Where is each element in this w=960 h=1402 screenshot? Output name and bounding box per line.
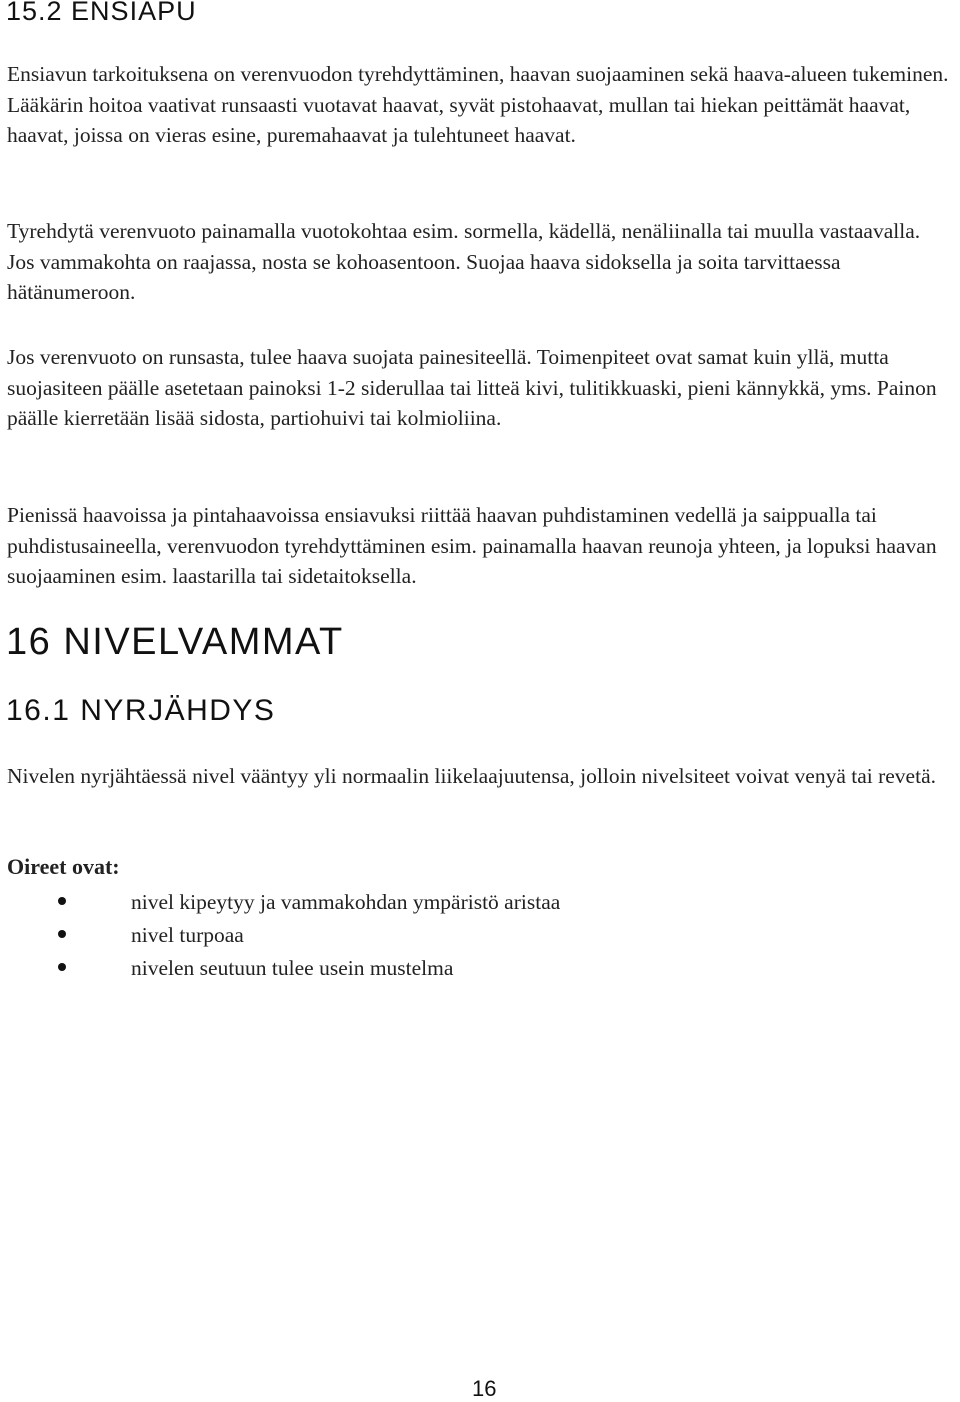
paragraph-small-wounds: Pienissä haavoissa ja pintahaavoissa ensiavuksi riittää haavan puhdistaminen vedellä ja saippualla tai puhdistusaineella, verenvuodon tyrehdyttäminen esim. painamalla haavan reunoja yhteen, ja lopuksi haavan suojaaminen esim. laastarilla tai sidetaitoksella. [7,503,937,588]
paragraph-first-aid-purpose: Ensiavun tarkoituksena on verenvuodon tyrehdyttäminen, haavan suojaaminen sekä haava-alueen tukeminen. Lääkärin hoitoa vaativat runsaasti vuotavat haavat, syvät pistohaavat, mullan tai hiekan peittämät haavat, haavat, joissa on vieras esine, puremahaavat ja tulehtuneet haavat. [7,62,949,147]
paragraph-sprain-definition: Nivelen nyrjähtäessä nivel vääntyy yli normaalin liikelaajuutensa, jolloin nivelsiteet voivat venyä tai revetä. [7,764,936,788]
page-number: 16 [472,1376,497,1401]
section-heading-16-1: 16.1 NYRJÄHDYS [6,694,276,727]
bullet-icon [58,897,66,905]
list-item-text: nivelen seutuun tulee usein mustelma [131,956,454,980]
symptoms-title: Oireet ovat: [7,854,120,879]
list-item-text: nivel turpoaa [131,923,244,947]
paragraph-pressure-bandage: Jos verenvuoto on runsasta, tulee haava suojata painesiteellä. Toimenpiteet ovat samat kuin yllä, mutta suojasiteen päälle asetetaan painoksi 1-2 siderullaa tai litteä kivi, tulitikkuaski, pieni kännykkä, yms. Painon päälle kierretään lisää sidosta, partiohuivi tai kolmioliina. [7,345,937,430]
section-heading-15-2: 15.2 ENSIAPU [6,0,197,26]
paragraph-stop-bleeding: Tyrehdytä verenvuoto painamalla vuotokohtaa esim. sormella, kädellä, nenäliinalla tai muulla vastaavalla. Jos vammakohta on raajassa, nosta se kohoasentoon. Suojaa haava sidoksella ja soita tarvittaessa hätänumeroon. [7,219,921,304]
list-item-text: nivel kipeytyy ja vammakohdan ympäristö aristaa [131,890,561,914]
bullet-icon [58,963,66,971]
bullet-icon [58,930,66,938]
chapter-heading-16: 16 NIVELVAMMAT [6,621,344,663]
